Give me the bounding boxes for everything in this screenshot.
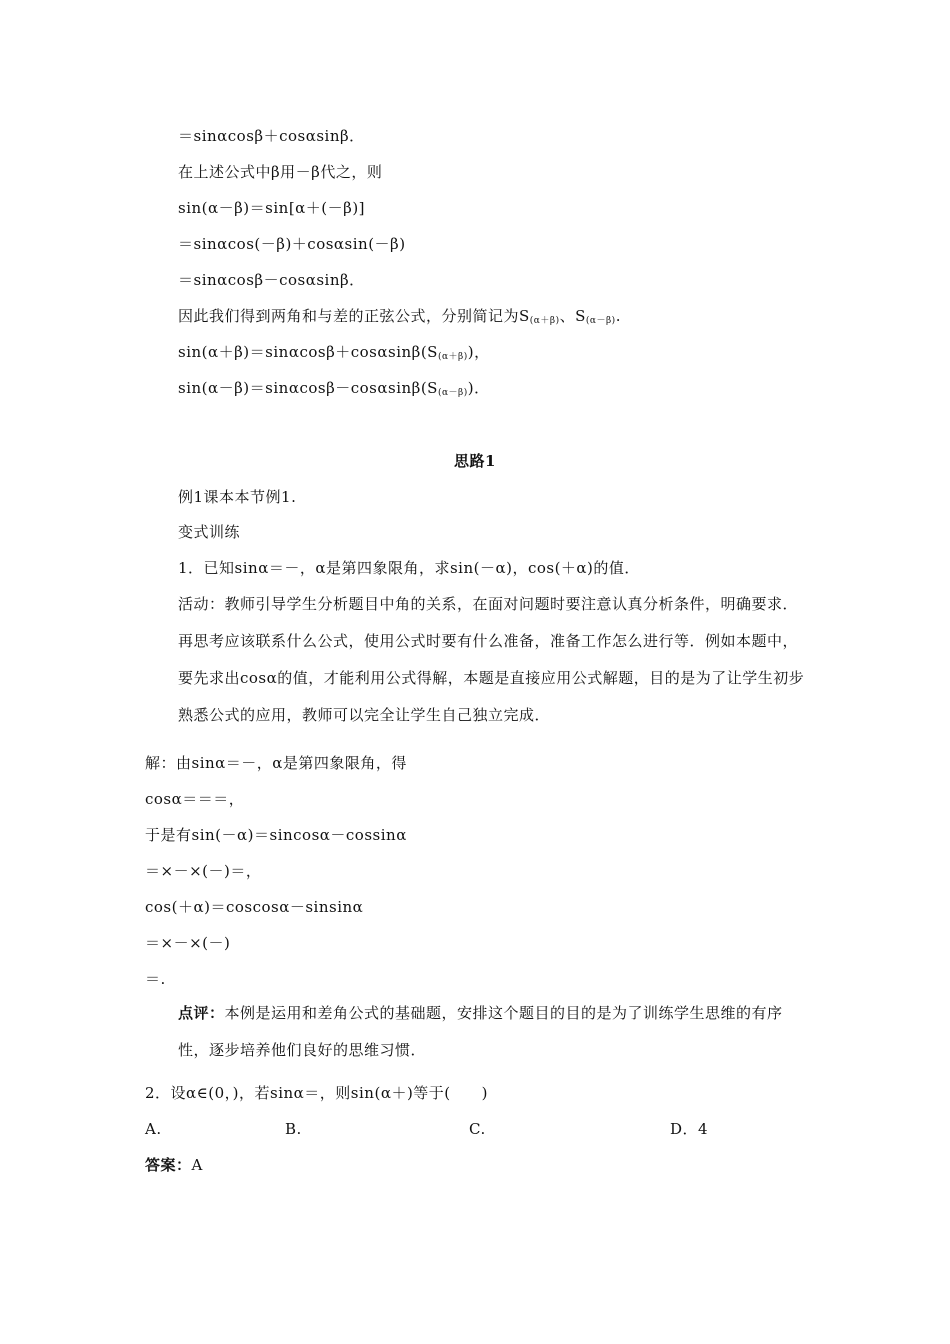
derivation-line-4: ＝sinαcos(－β)＋cosαsin(－β) [178,235,406,253]
answer-label: 答案： [145,1156,192,1174]
answer-line [145,1155,203,1175]
summary-line [178,306,621,329]
section-title: 思路1 [454,452,496,470]
comment-paragraph [145,995,805,1069]
derivation-line-3: sin(α－β)＝sin[α＋(－β)] [178,199,366,217]
comment-text: 本例是运用和差角公式的基础题，安排这个题目的目的是为了训练学生思维的有序性，逐步培养他们良好的思维习惯． [178,1004,783,1059]
choice-c: C. [469,1120,486,1138]
diff-formula-sub: (α－β) [437,388,468,398]
choice-d: D．4 [670,1120,709,1138]
solution-line-2: cosα＝＝＝， [145,790,245,808]
question-1: 1．已知sinα＝－，α是第四象限角，求sin(－α)，cos(＋α)的值． [178,559,640,577]
activity-paragraph [145,586,805,734]
derivation-line-1: ＝sinαcosβ＋cosαsinβ． [178,127,365,145]
summary-sub-diff: (α－β) [585,316,616,326]
choice-b: B. [285,1120,302,1138]
diff-formula-text: sin(α－β)＝sinαcosβ－cosαsinβ(S [178,379,438,397]
question-2: 2．设α∈(0，)，若sinα＝，则sin(α＋)等于( ) [145,1084,489,1102]
summary-text: 因此我们得到两角和与差的正弦公式，分别简记为S [178,307,530,325]
summary-sub-sum: (α＋β) [529,316,560,326]
derivation-line-5: ＝sinαcosβ－cosαsinβ． [178,271,365,289]
solution-line-7: ＝. [145,970,166,988]
summary-sep: 、S [559,307,586,325]
choice-a: A. [145,1120,162,1138]
variant-training: 变式训练 [178,523,241,541]
sum-formula-sub: (α＋β) [437,352,468,362]
activity-text: 活动：教师引导学生分析题目中角的关系，在面对问题时要注意认真分析条件，明确要求．再思考应该联系什么公式，使用公式时要有什么准备，准备工作怎么进行等．例如本题中，要先求出cosα的值，才能利用公式得解，本题是直接应用公式解题，目的是为了让学生初步熟悉公式的应用，教师可以完全让学生自己独立完成． [178,595,805,724]
solution-line-5: cos(＋α)＝coscosα－sinsinα [145,898,364,916]
comment-label: 点评： [178,1004,225,1022]
sum-formula-end: )， [467,343,490,361]
answer-value: A [191,1156,203,1174]
sum-formula [178,342,490,365]
solution-line-3: 于是有sin(－α)＝sincosα－cossinα [145,826,407,844]
derivation-line-2: 在上述公式中β用－β代之，则 [178,163,383,181]
solution-line-6: ＝×－×(－) [145,934,231,952]
diff-formula [178,378,490,401]
solution-line-1: 解：由sinα＝－，α是第四象限角，得 [145,754,407,772]
sum-formula-text: sin(α＋β)＝sinαcosβ＋cosαsinβ(S [178,343,438,361]
summary-end: . [615,307,621,325]
diff-formula-end: )． [467,379,490,397]
solution-line-4: ＝×－×(－)＝， [145,862,262,880]
example-1: 例1课本本节例1. [178,488,297,506]
